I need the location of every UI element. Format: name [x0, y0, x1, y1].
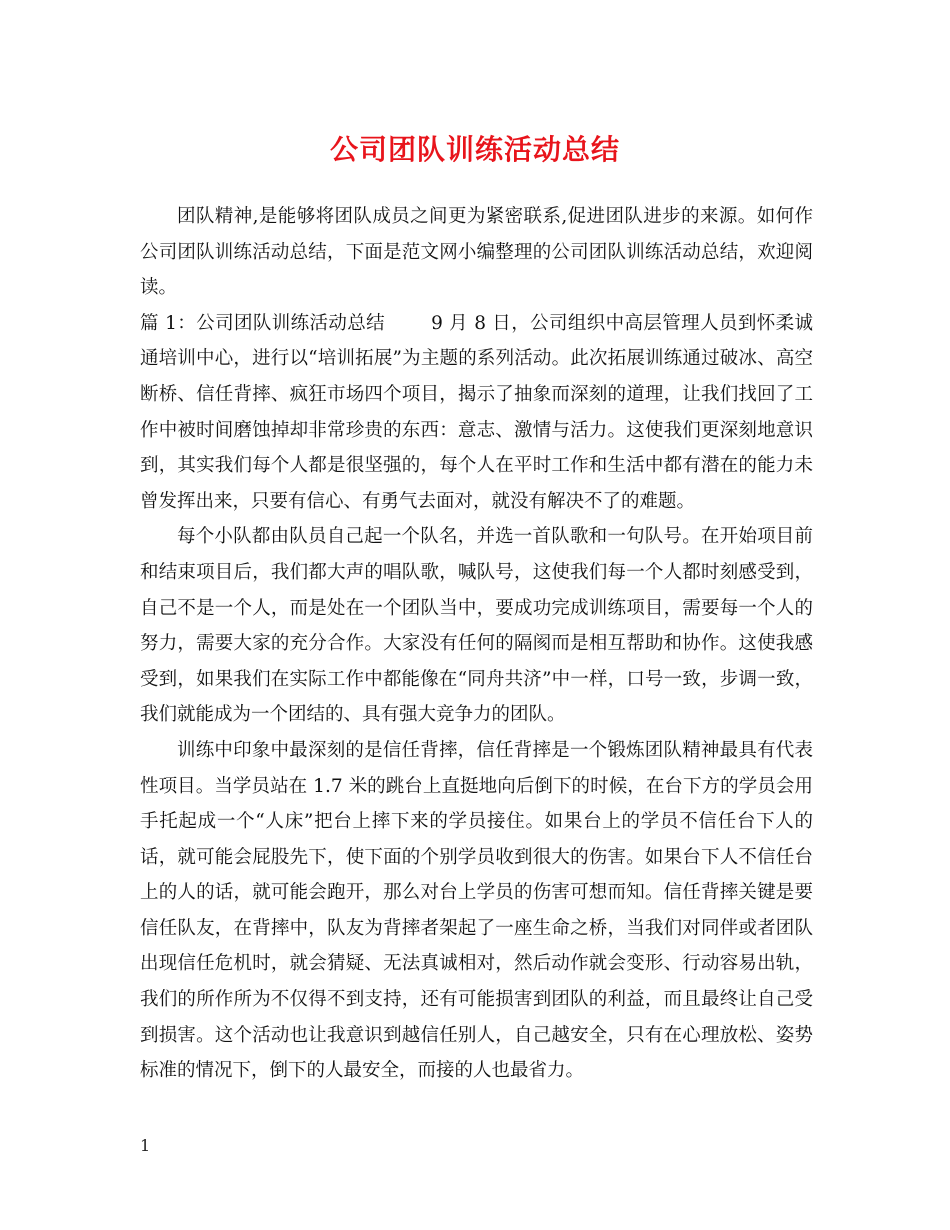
- page-number: 1: [140, 1136, 151, 1155]
- section-heading: 篇 1：公司团队训练活动总结: [140, 312, 386, 334]
- section-1-paragraph: [140, 306, 813, 520]
- document-body: [140, 199, 813, 1089]
- section-body-text: 9 月 8 日，公司组织中高层管理人员到怀柔诚通培训中心，进行以“培训拓展”为主题的系列活动。此次拓展训练通过破冰、高空断桥、信任背摔、疯狂市场四个项目，揭示了抽象而深刻的道理，让我们找回了工作中被时间磨蚀掉却非常珍贵的东西：意志、激情与活力。这使我们更深刻地意识到，其实我们每个人都是很坚强的，每个人在平时工作和生活中都有潜在的能力未曾发挥出来，只要有信心、有勇气去面对，就没有解决不了的难题。: [140, 312, 814, 512]
- document-title: 公司团队训练活动总结: [329, 133, 620, 166]
- intro-paragraph: 团队精神,是能够将团队成员之间更为紧密联系,促进团队进步的来源。如何作公司团队训练活动总结，下面是范文网小编整理的公司团队训练活动总结，欢迎阅读。: [140, 206, 813, 299]
- paragraph-3: 训练中印象中最深刻的是信任背摔，信任背摔是一个锻炼团队精神最具有代表性项目。当学员站在 1.7 米的跳台上直挺地向后倒下的时候，在台下方的学员会用手托起成一个“人床”把台上摔下来的学员接住。如果台上的学员不信任台下人的话，就可能会屁股先下，使下面的个别学员收到很大的伤害。如果台下人不信任台上的人的话，就可能会跑开，那么对台上学员的伤害可想而知。信任背摔关键是要信任队友，在背摔中，队友为背摔者架起了一座生命之桥，当我们对同伴或者团队出现信任危机时，就会猜疑、无法真诚相对，然后动作就会变形、行动容易出轨，我们的所作所为不仅得不到支持，还有可能损害到团队的利益，而且最终让自己受到损害。这个活动也让我意识到越信任别人，自己越安全，只有在心理放松、姿势标准的情况下，倒下的人最安全，而接的人也最省力。: [140, 739, 813, 1082]
- paragraph-2: 每个小队都由队员自己起一个队名，并选一首队歌和一句队号。在开始项目前和结束项目后，我们都大声的唱队歌，喊队号，这使我们每一个人都时刻感受到，自己不是一个人，而是处在一个团队当中，要成功完成训练项目，需要每一个人的努力，需要大家的充分合作。大家没有任何的隔阂而是相互帮助和协作。这使我感受到，如果我们在实际工作中都能像在“同舟共济”中一样，口号一致，步调一致，我们就能成为一个团结的、具有强大竞争力的团队。: [140, 526, 813, 726]
